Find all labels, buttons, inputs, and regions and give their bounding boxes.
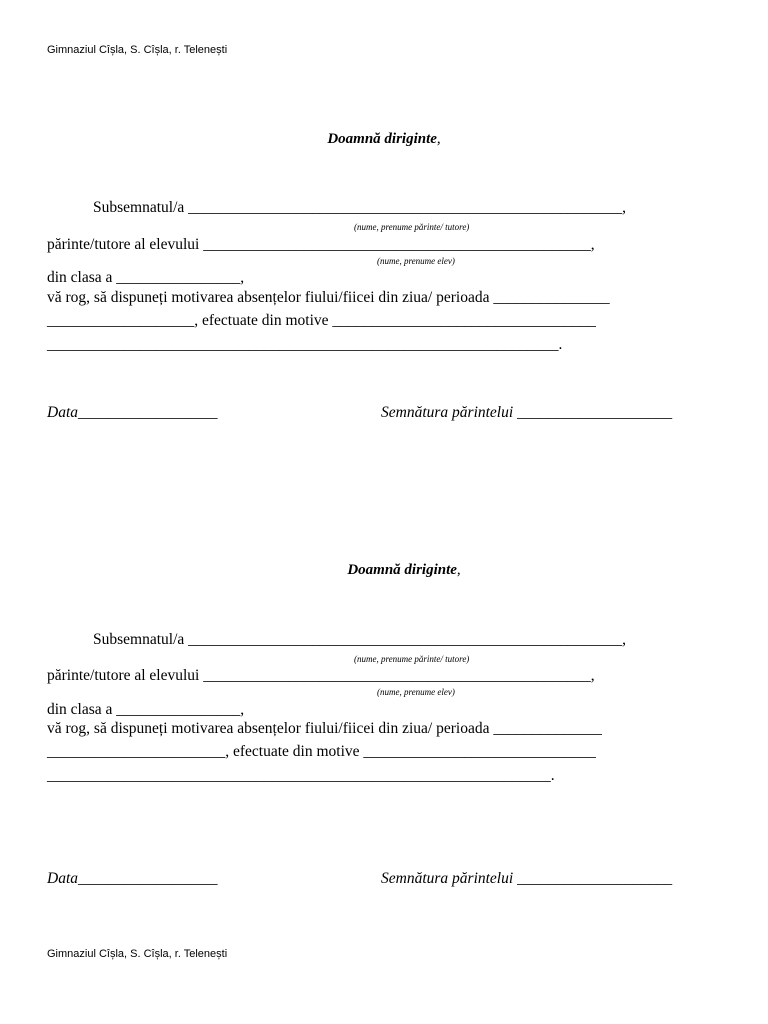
signature-label: Semnătura părintelui ____________________ bbox=[381, 404, 673, 421]
rog-line: vă rog, să dispuneți motivarea absențelor fiului/fiicei din ziua/ perioada ______________ bbox=[47, 720, 602, 737]
parinte-line: părinte/tutore al elevului __________________________________________________, bbox=[47, 667, 595, 684]
signature-label: Semnătura părintelui ____________________ bbox=[381, 870, 673, 887]
motive-line: _______________________, efectuate din motive ______________________________ bbox=[47, 743, 596, 760]
date-label: Data__________________ bbox=[47, 404, 218, 421]
caption-elev: (nume, prenume elev) bbox=[377, 256, 455, 266]
motive-line: ___________________, efectuate din motive __________________________________ bbox=[47, 312, 596, 329]
caption-parinte: (nume, prenume părinte/ tutore) bbox=[354, 654, 470, 664]
greeting-text: Doamnă diriginte bbox=[347, 562, 457, 578]
clasa-line: din clasa a ________________, bbox=[47, 701, 245, 718]
subsemnatul-line: Subsemnatul/a ________________________________________________________, bbox=[93, 199, 627, 216]
date-label: Data__________________ bbox=[47, 870, 218, 887]
school-header: Gimnaziul Cîșla, S. Cîșla, r. Telenești bbox=[47, 44, 228, 56]
parinte-line: părinte/tutore al elevului __________________________________________________, bbox=[47, 236, 595, 253]
blank-line: _________________________________________________________________. bbox=[47, 767, 555, 784]
clasa-line: din clasa a ________________, bbox=[47, 269, 245, 286]
caption-elev: (nume, prenume elev) bbox=[377, 687, 455, 697]
greeting: Doamnă diriginte, bbox=[327, 131, 441, 147]
greeting: Doamnă diriginte, bbox=[347, 562, 461, 578]
subsemnatul-line: Subsemnatul/a ________________________________________________________, bbox=[93, 631, 627, 648]
school-footer: Gimnaziul Cîșla, S. Cîșla, r. Telenești bbox=[47, 948, 228, 960]
blank-line: __________________________________________________________________. bbox=[47, 336, 563, 353]
greeting-text: Doamnă diriginte bbox=[327, 131, 437, 147]
caption-parinte: (nume, prenume părinte/ tutore) bbox=[354, 222, 470, 232]
rog-line: vă rog, să dispuneți motivarea absențelor fiului/fiicei din ziua/ perioada _______________ bbox=[47, 289, 610, 306]
